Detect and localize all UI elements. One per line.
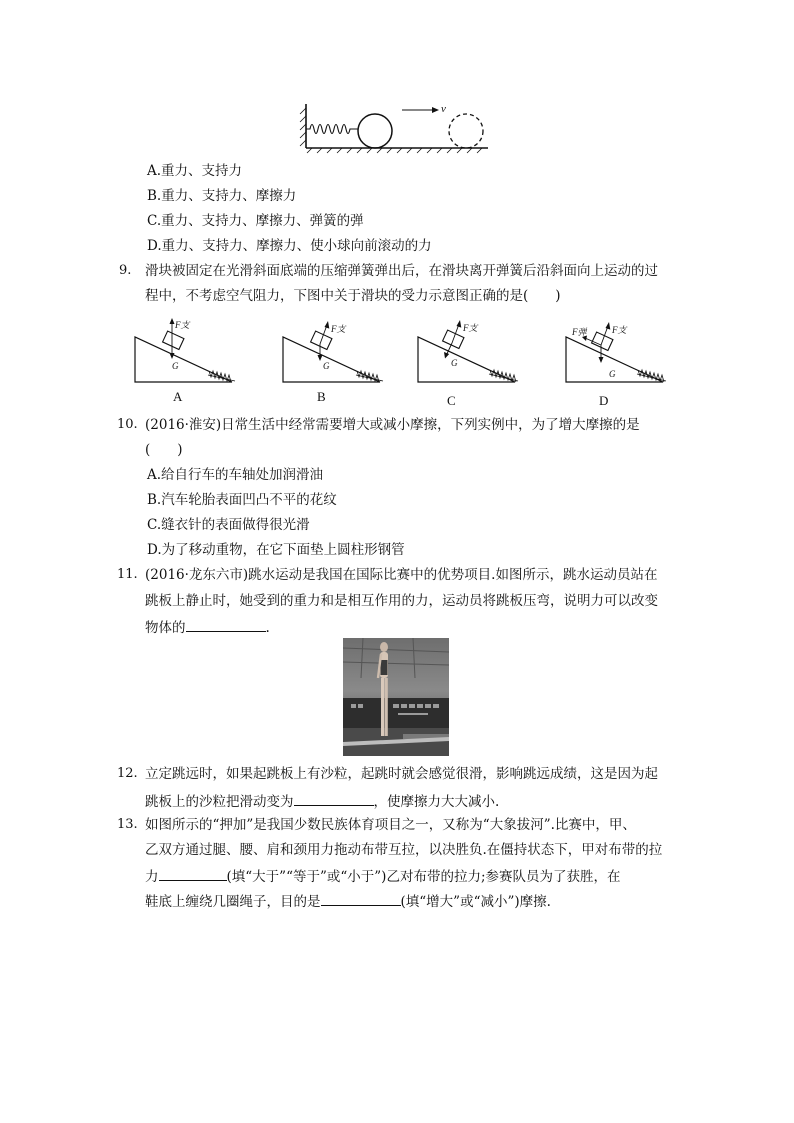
q13-line1: 如图所示的“押加”是我国少数民族体育项目之一，又称为“大象拔河”.比赛中，甲、: [145, 817, 636, 833]
q13-answer-blank-1[interactable]: [159, 867, 227, 881]
q11-line3-after: .: [265, 620, 270, 636]
q13-number: 13.: [117, 817, 138, 832]
q9-figure-c: [415, 316, 527, 410]
q12-line2: [145, 792, 499, 810]
q12-answer-blank[interactable]: [294, 792, 374, 806]
q10-option-c: C.缝衣针的表面做得很光滑: [147, 517, 310, 533]
q9-c-force-support: F支: [463, 323, 478, 333]
q10-option-a: A.给自行车的车轴处加润滑油: [147, 467, 324, 483]
q12-number: 12.: [117, 766, 138, 781]
spring-ball-figure: [296, 96, 496, 154]
q8-option-a: A.重力、支持力: [147, 163, 243, 179]
q11-answer-blank[interactable]: [186, 618, 266, 632]
q9-line1: 滑块被固定在光滑斜面底端的压缩弹簧弹出后，在滑块离开弹簧后沿斜面向上运动的过: [145, 263, 658, 279]
spring-coil: [306, 125, 358, 134]
q12-line2-before: 跳板上的沙粒把滑动变为: [145, 794, 294, 810]
q13-line3-after: (填“大于”“等于”或“小于”)乙对布带的拉力;参赛队员为了获胜，在: [226, 869, 621, 885]
q9-line2: 程中，不考虑空气阻力，下图中关于滑块的受力示意图正确的是( ): [145, 288, 561, 304]
q10-line2: ( ): [145, 442, 183, 458]
q9-figure-d-label: D: [599, 393, 609, 408]
ball-dashed: [449, 114, 483, 148]
q9-a-force-support: F支: [175, 320, 190, 330]
q10-line1: (2016·淮安)日常生活中经常需要增大或减小摩擦，下列实例中，为了增大摩擦的是: [145, 417, 640, 433]
q9-d-force-gravity: G: [609, 369, 616, 379]
q13-line3-before: 力: [145, 869, 159, 885]
q9-d-spring: [637, 370, 666, 382]
q8-option-d: D.重力、支持力、摩擦力、使小球向前滚动的力: [147, 238, 432, 254]
q9-figure-b: [280, 316, 392, 406]
q13-answer-blank-2[interactable]: [321, 892, 401, 906]
q8-option-b: B.重力、支持力、摩擦力: [147, 188, 297, 204]
q11-line1: (2016·龙东六市)跳水运动是我国在国际比赛中的优势项目.如图所示，跳水运动员站在: [145, 567, 658, 583]
q9-figure-a-label: A: [173, 389, 183, 404]
ball: [358, 114, 392, 148]
q13-line4-before: 鞋底上缠绕几圈绳子，目的是: [145, 894, 321, 910]
q11-line3-before: 物体的: [145, 620, 186, 636]
q10-option-b: B.汽车轮胎表面凹凸不平的花纹: [147, 492, 337, 508]
q8-option-c: C.重力、支持力、摩擦力、弹簧的弹: [147, 213, 364, 229]
q9-a-force-gravity: G: [172, 361, 179, 371]
q11-line3: [145, 618, 270, 636]
q9-b-force-gravity: G: [323, 361, 330, 371]
velocity-label: v: [441, 103, 446, 115]
q9-c-spring: [489, 370, 518, 382]
q9-b-force-support: F支: [331, 324, 346, 334]
q12-line1: 立定跳远时，如果起跳板上有沙粒，起跳时就会感觉很滑，影响跳远成绩，这是因为起: [145, 766, 658, 782]
q9-figure-b-label: B: [317, 389, 326, 404]
q11-number: 11.: [117, 567, 138, 582]
q11-line2: 跳板上静止时，她受到的重力和是相互作用的力，运动员将跳板压弯，说明力可以改变: [145, 593, 658, 609]
q13-line3: [145, 867, 621, 885]
q13-line4-after: (填“增大”或“减小”)摩擦.: [400, 894, 551, 910]
q9-c-force-gravity: G: [451, 358, 458, 368]
q9-number: 9.: [119, 263, 132, 278]
q9-figure-c-label: C: [447, 393, 456, 408]
q10-option-d: D.为了移动重物，在它下面垫上圆柱形钢管: [147, 542, 405, 558]
q9-figure-d: [563, 316, 675, 410]
q9-figure-a: [132, 316, 244, 406]
q10-number: 10.: [117, 417, 138, 432]
q9-d-force-spring: F弹: [572, 327, 587, 337]
q13-line4: [145, 892, 551, 910]
diver-photo: [343, 638, 449, 756]
q13-line2: 乙双方通过腿、腰、肩和颈用力拖动布带互拉，以决胜负.在僵持状态下，甲对布带的拉: [145, 842, 663, 858]
q9-d-force-support: F支: [612, 325, 627, 335]
q12-line2-after: ，使摩擦力大大减小.: [373, 794, 500, 810]
